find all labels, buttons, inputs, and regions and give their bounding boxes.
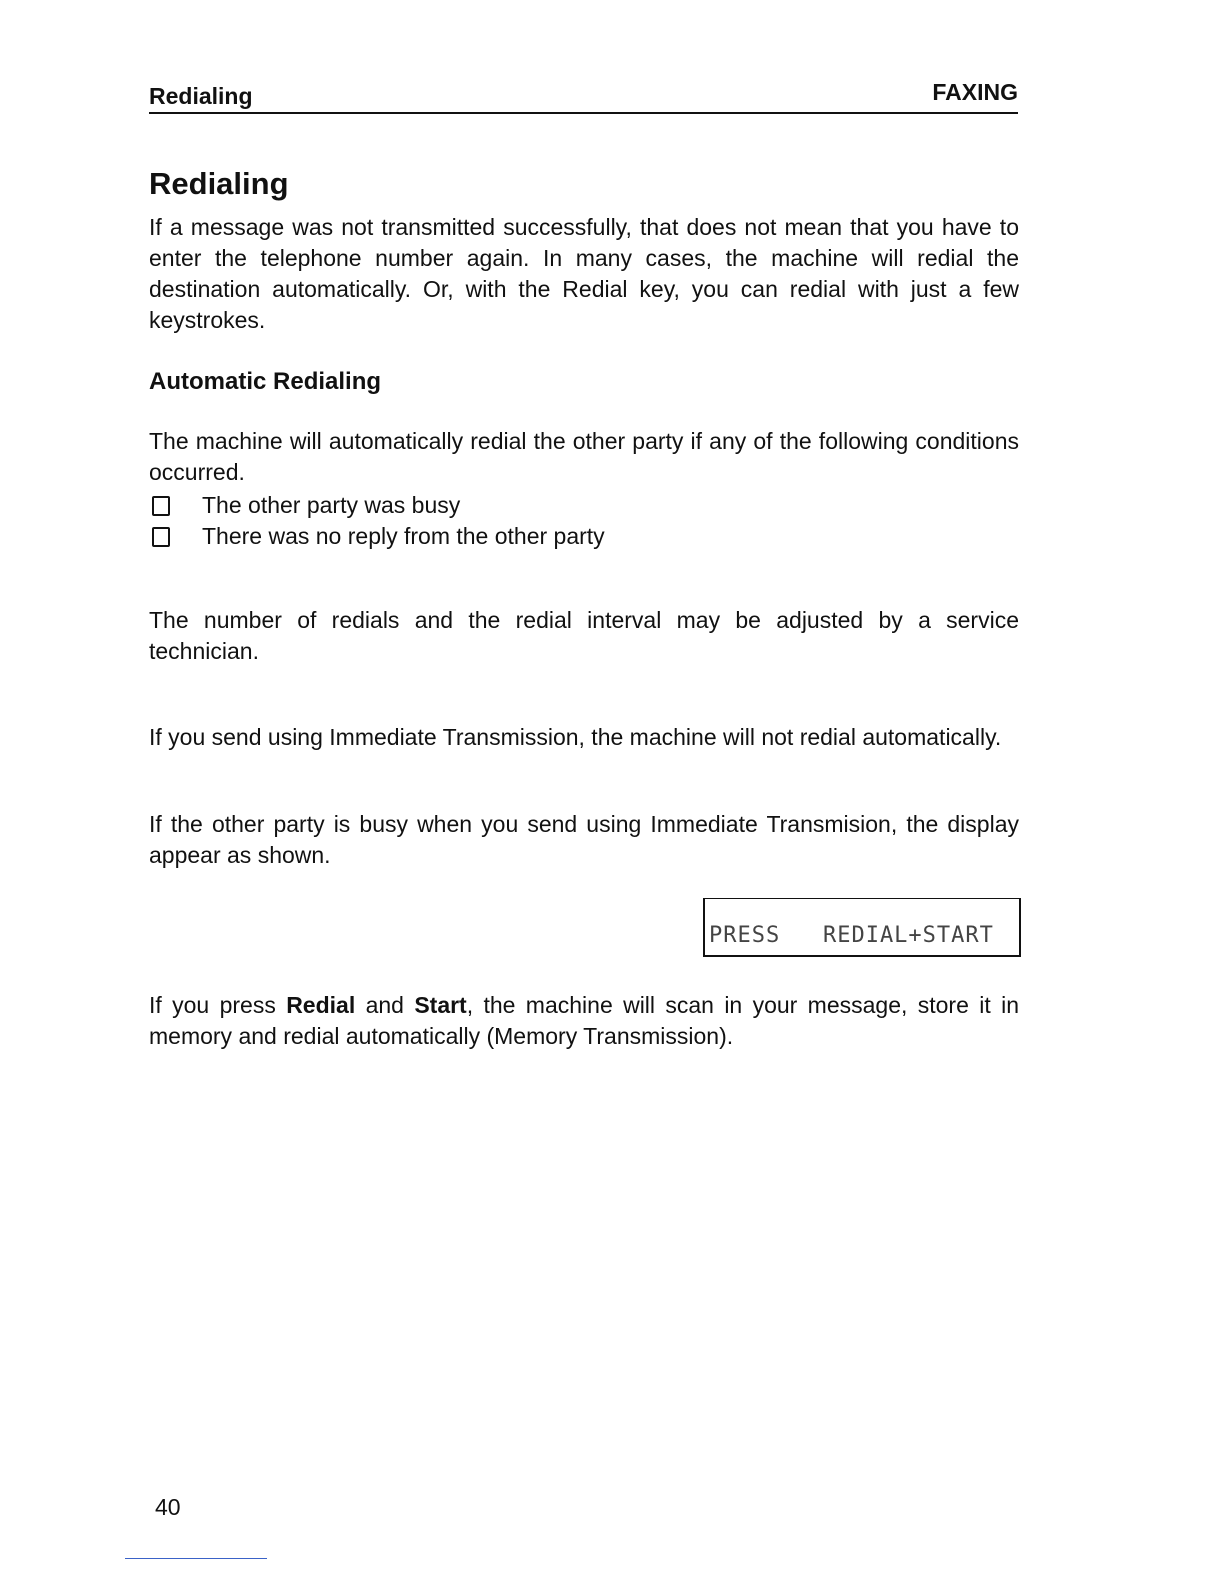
list-item-text: The other party was busy — [202, 492, 461, 518]
press-note-text: If you press — [149, 992, 287, 1018]
start-key-label: Start — [414, 992, 467, 1018]
automatic-redialing-heading: Automatic Redialing — [149, 368, 382, 395]
page-number: 40 — [155, 1494, 181, 1520]
intro-paragraph: If a message was not transmitted successfully, that does not mean that you have to enter the telephone number again. In many cases, the machine will redial the destination automatically. Or, with the Redial key, you can redial with just a few keystrokes. — [149, 214, 1019, 333]
automatic-lead-paragraph: The machine will automatically redial the other party if any of the following conditions occurred. — [149, 428, 1019, 485]
checkbox-bullet-icon — [152, 496, 170, 516]
immediate-note-paragraph: If you send using Immediate Transmission, the machine will not redial automatically. — [149, 724, 1002, 750]
lcd-display-text: PRESS REDIAL+START — [709, 923, 994, 948]
scan-edge-line — [125, 1558, 267, 1559]
adjust-note-paragraph: The number of redials and the redial interval may be adjusted by a service technician. — [149, 607, 1019, 664]
list-item-text: There was no reply from the other party — [202, 523, 605, 549]
conditions-list — [149, 490, 605, 552]
header-chapter-title: FAXING — [932, 79, 1018, 105]
checkbox-bullet-icon — [152, 527, 170, 547]
page-header — [149, 80, 1018, 114]
press-note-paragraph — [149, 990, 1019, 1052]
redial-key-label: Redial — [286, 992, 356, 1018]
list-item — [149, 521, 605, 552]
list-item — [149, 490, 605, 521]
press-note-text: , the machine will scan in your message, store it in memory and redial automatically (Memory Transmission). — [149, 992, 1020, 1049]
busy-note-paragraph: If the other party is busy when you send using Immediate Transmision, the display appear as shown. — [149, 811, 1019, 868]
press-note-text: and — [355, 992, 415, 1018]
page-title: Redialing — [149, 166, 289, 201]
lcd-display — [703, 898, 1021, 957]
header-section-title: Redialing — [149, 83, 253, 109]
